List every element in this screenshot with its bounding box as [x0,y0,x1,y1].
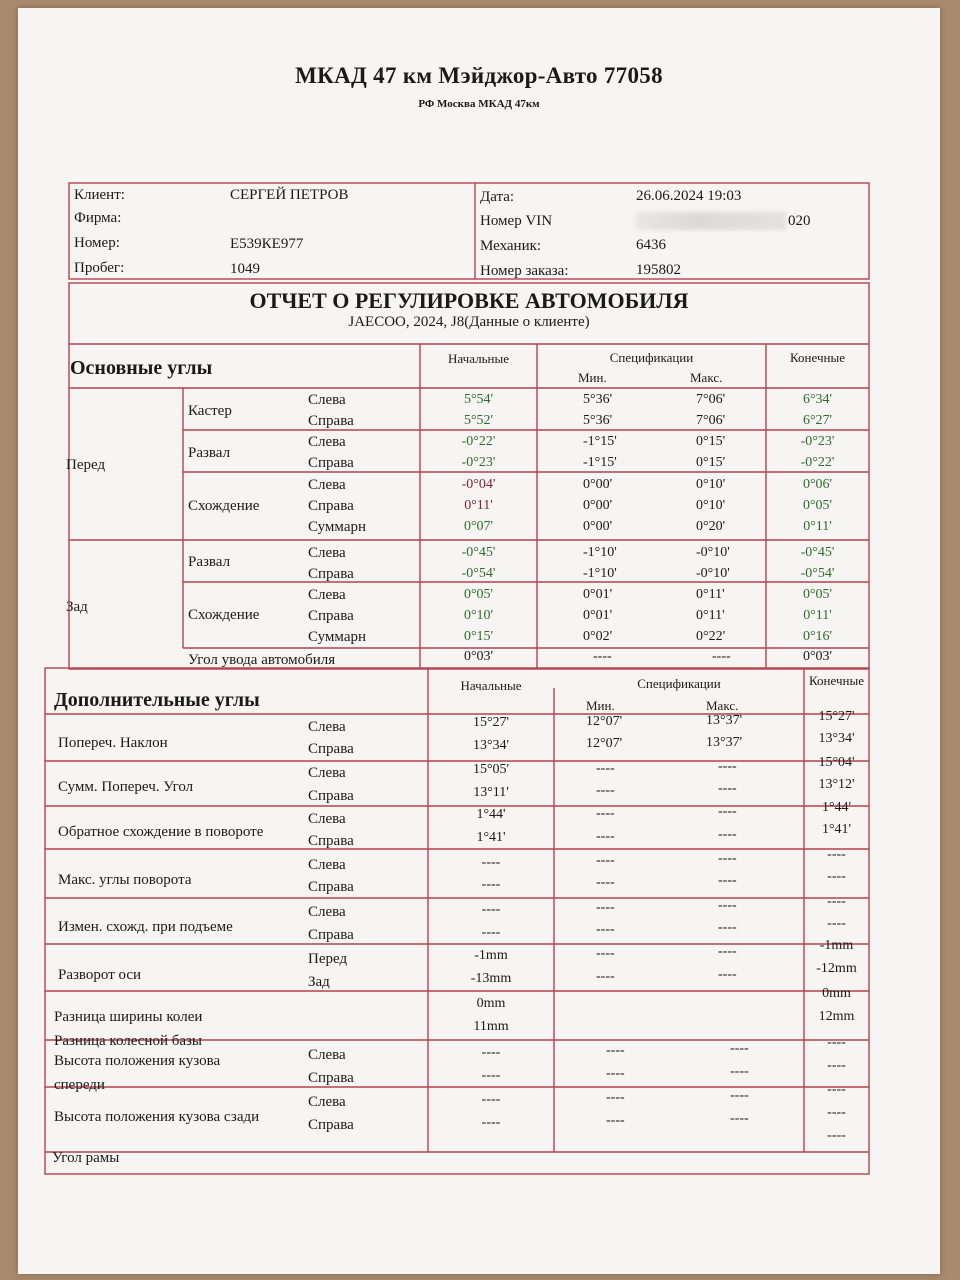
main-section-title: Основные углы [70,357,213,379]
ride-rear-label: Высота положения кузова сзади [54,1109,260,1125]
wheelbase-diff-final: 12mm [818,1009,855,1024]
ride-front-right-label: Справа [308,1070,354,1086]
included-left-label: Слева [308,765,346,781]
ride-rear-left-label: Слева [308,1094,346,1110]
max-steer-final-left: ---- [827,847,846,862]
main-row-max: 0°15' [696,434,726,449]
ride-front-min-left: ---- [606,1043,625,1058]
extra-col-final: Конечные [809,673,864,688]
setback-front-label: Перед [308,951,348,967]
setback-min-rear: ---- [596,969,615,984]
ride-front-label-2: спереди [54,1077,105,1093]
mechanic-label: Механик: [480,238,542,254]
toe-out-max-right: ---- [718,827,737,842]
toe-lift-min-left: ---- [596,900,615,915]
thrust-initial: 0°03' [463,649,494,664]
main-row-side: Суммарн [308,629,367,645]
setback-rear-label: Зад [308,974,330,990]
main-row-initial: -0°54' [461,566,496,581]
main-row-max: -0°10' [696,566,730,581]
track-diff-final: 0mm [822,986,851,1001]
wheelbase-diff-init: 11mm [473,1019,509,1034]
toe-out-final-right: 1°41' [821,822,852,837]
main-row-side: Справа [308,455,354,471]
shop-address: РФ Москва МКАД 47км [418,98,540,110]
main-row-max: 0°22' [696,629,726,644]
max-steer-min-left: ---- [596,853,615,868]
ride-rear-max-right: ---- [730,1111,749,1126]
main-row-min: 0°01' [583,587,613,602]
sai-init-left: 15°27' [472,715,510,730]
main-row-final: 0°11' [803,608,832,623]
main-row-side: Слева [308,392,346,408]
max-steer-init-left: ---- [481,855,501,870]
ride-front-final-right: ---- [827,1058,846,1073]
ride-front-init-left: ---- [481,1045,501,1060]
ride-front-max-left: ---- [730,1041,749,1056]
main-row-max: 0°10' [696,498,726,513]
setback-max-rear: ---- [718,967,737,982]
rear-camber-label: Развал [188,554,231,570]
main-row-side: Справа [308,498,354,514]
setback-final-rear: -12mm [816,961,857,976]
client-value: СЕРГЕЙ ПЕТРОВ [230,187,349,203]
report-paper [18,8,940,1274]
main-row-max: 0°11' [696,608,725,623]
vehicle-info: JAECOO, 2024, J8(Данные о клиенте) [348,314,590,330]
sai-final-left: 15°27' [818,709,855,724]
main-row-side: Слева [308,434,346,450]
main-row-final: 0°11' [803,519,832,534]
order-value: 195802 [636,262,681,278]
setback-min-front: ---- [596,946,615,961]
track-diff-init: 0mm [476,996,506,1011]
main-row-final: -0°45' [800,545,835,560]
thrust-max: ---- [712,649,731,664]
toe-lift-final-right: ---- [827,916,846,931]
ride-rear-init-right: ---- [481,1115,501,1130]
main-row-initial: 0°07' [463,519,494,534]
main-row-final: -0°54' [800,566,835,581]
main-row-max: 7°06' [696,413,726,428]
main-row-initial: 0°10' [463,608,494,623]
wheelbase-diff-label: Разница колесной базы [54,1033,203,1049]
main-row-final: 0°05' [802,587,833,602]
main-row-final: 0°06' [802,477,833,492]
toe-out-left-label: Слева [308,811,346,827]
setback-max-front: ---- [718,944,737,959]
main-row-max: 0°20' [696,519,726,534]
sai-min-right: 12°07' [586,736,623,751]
main-row-side: Справа [308,608,354,624]
rear-toe-label: Схождение [188,607,260,623]
main-row-min: -1°10' [583,545,617,560]
main-row-side: Справа [308,566,354,582]
max-steer-right-label: Справа [308,879,354,895]
mechanic-value: 6436 [636,237,666,253]
ride-rear-init-left: ---- [481,1092,501,1107]
sai-label: Попереч. Наклон [58,735,168,751]
toe-out-max-left: ---- [718,804,737,819]
setback-init-rear: -13mm [470,971,512,986]
mileage-label: Пробег: [74,260,125,276]
firm-label: Фирма: [74,210,122,226]
main-row-initial: -0°22' [461,434,496,449]
ride-front-max-right: ---- [730,1064,749,1079]
toe-lift-label: Измен. схожд. при подъеме [58,919,233,935]
main-row-side: Суммарн [308,519,367,535]
ride-rear-min-left: ---- [606,1090,625,1105]
toe-lift-right-label: Справа [308,927,354,943]
main-row-initial: -0°04' [461,477,496,492]
sai-min-left: 12°07' [586,714,623,729]
max-steer-final-right: ---- [827,869,846,884]
included-final-left: 15°04' [818,755,855,770]
vin-value: 020 [788,213,811,229]
main-row-min: -1°15' [583,455,617,470]
extra-col-max: Макс. [706,698,739,713]
date-value: 26.06.2024 19:03 [636,188,742,204]
main-row-max: 0°11' [696,587,725,602]
client-label: Клиент: [74,187,125,203]
toe-lift-min-right: ---- [596,922,615,937]
main-row-min: 0°00' [583,498,613,513]
report-title: ОТЧЕТ О РЕГУЛИРОВКЕ АВТОМОБИЛЯ [249,288,689,313]
extra-section-title: Дополнительные углы [54,689,260,711]
ride-rear-min-right: ---- [606,1113,625,1128]
main-row-max: -0°10' [696,545,730,560]
toe-out-right-label: Справа [308,833,354,849]
ride-rear-final-right: ---- [827,1105,846,1120]
order-label: Номер заказа: [480,263,569,279]
thrust-final: 0°03' [802,649,833,664]
main-row-initial: 5°52' [463,413,494,428]
front-caster-label: Кастер [188,403,232,419]
sai-max-right: 13°37' [706,735,743,750]
included-init-left: 15°05' [472,762,510,777]
main-row-min: 0°00' [583,519,613,534]
main-row-side: Справа [308,413,354,429]
extra-col-spec: Спецификации [637,676,721,691]
main-row-min: 5°36' [583,392,613,407]
included-min-left: ---- [596,761,615,776]
main-row-min: -1°10' [583,566,617,581]
ride-rear-right-label: Справа [308,1117,354,1133]
main-row-final: -0°23' [800,434,835,449]
included-init-right: 13°11' [473,785,509,800]
toe-lift-left-label: Слева [308,904,346,920]
included-right-label: Справа [308,788,354,804]
main-row-final: 0°05' [802,498,833,513]
track-diff-label: Разница ширины колеи [54,1009,203,1025]
main-col-final: Конечные [790,350,845,365]
main-row-max: 0°10' [696,477,726,492]
front-camber-label: Развал [188,445,231,461]
main-row-min: -1°15' [583,434,617,449]
rear-axle-label: Зад [66,599,88,615]
max-steer-left-label: Слева [308,857,346,873]
ride-rear-max-left: ---- [730,1088,749,1103]
plate-value: Е539КЕ977 [230,236,304,252]
main-row-min: 0°00' [583,477,613,492]
main-row-initial: -0°45' [461,545,496,560]
toe-lift-max-left: ---- [718,898,737,913]
toe-out-min-left: ---- [596,806,615,821]
setback-init-front: -1mm [474,948,508,963]
sai-init-right: 13°34' [472,738,510,753]
toe-out-label: Обратное схождение в повороте [58,824,264,840]
main-row-max: 7°06' [696,392,726,407]
main-row-initial: -0°23' [461,455,496,470]
thrust-min: ---- [593,649,612,664]
main-row-final: 0°16' [802,629,833,644]
toe-out-final-left: 1°44' [821,800,852,815]
sai-final-right: 13°34' [818,731,855,746]
max-steer-label: Макс. углы поворота [58,872,192,888]
included-max-left: ---- [718,759,737,774]
extra-col-min: Мин. [586,698,615,713]
max-steer-init-right: ---- [481,877,501,892]
toe-lift-init-right: ---- [481,925,501,940]
front-axle-label: Перед [66,457,106,473]
main-col-min: Мин. [578,370,607,385]
vin-label: Номер VIN [480,213,553,229]
ride-rear-final-extra: ---- [827,1128,846,1143]
ride-front-label-1: Высота положения кузова [54,1053,221,1069]
included-final-right: 13°12' [818,777,855,792]
toe-out-init-right: 1°41' [476,830,506,845]
frame-angle-label: Угол рамы [52,1150,120,1166]
main-row-final: 6°27' [802,413,833,428]
main-col-max: Макс. [690,370,723,385]
main-row-side: Слева [308,477,346,493]
front-toe-label: Схождение [188,498,260,514]
main-row-initial: 5°54' [463,392,494,407]
main-row-min: 0°01' [583,608,613,623]
ride-front-min-right: ---- [606,1066,625,1081]
main-row-final: -0°22' [800,455,835,470]
main-row-initial: 0°15' [463,629,494,644]
toe-out-init-left: 1°44' [476,807,506,822]
ride-rear-final-left: ---- [827,1082,846,1097]
included-max-right: ---- [718,781,737,796]
setback-final-front: -1mm [819,938,854,953]
extra-col-initial: Начальные [460,678,522,693]
plate-label: Номер: [74,235,120,251]
sai-left-label: Слева [308,719,346,735]
main-row-min: 5°36' [583,413,613,428]
date-label: Дата: [480,189,515,205]
toe-lift-final-left: ---- [827,894,846,909]
main-row-side: Слева [308,545,346,561]
main-row-side: Слева [308,587,346,603]
shop-title: МКАД 47 км Мэйджор-Авто 77058 [295,63,663,88]
toe-out-min-right: ---- [596,829,615,844]
ride-front-init-right: ---- [481,1068,501,1083]
ride-front-final-left: ---- [827,1035,846,1050]
max-steer-max-right: ---- [718,873,737,888]
sai-right-label: Справа [308,741,354,757]
main-row-initial: 0°11' [464,498,493,513]
main-row-final: 6°34' [802,392,833,407]
main-row-min: 0°02' [583,629,613,644]
included-label: Сумм. Попереч. Угол [58,779,194,795]
main-col-spec: Спецификации [609,350,694,365]
main-col-initial: Начальные [448,351,509,366]
main-row-initial: 0°05' [463,587,494,602]
mileage-value: 1049 [230,261,260,277]
max-steer-max-left: ---- [718,851,737,866]
sai-max-left: 13°37' [706,713,743,728]
vin-redaction [636,212,786,230]
setback-label: Разворот оси [58,967,142,983]
toe-lift-init-left: ---- [481,902,501,917]
max-steer-min-right: ---- [596,875,615,890]
toe-lift-max-right: ---- [718,920,737,935]
included-min-right: ---- [596,783,615,798]
ride-front-left-label: Слева [308,1047,346,1063]
thrust-angle-label: Угол увода автомобиля [188,652,336,668]
main-row-max: 0°15' [696,455,726,470]
